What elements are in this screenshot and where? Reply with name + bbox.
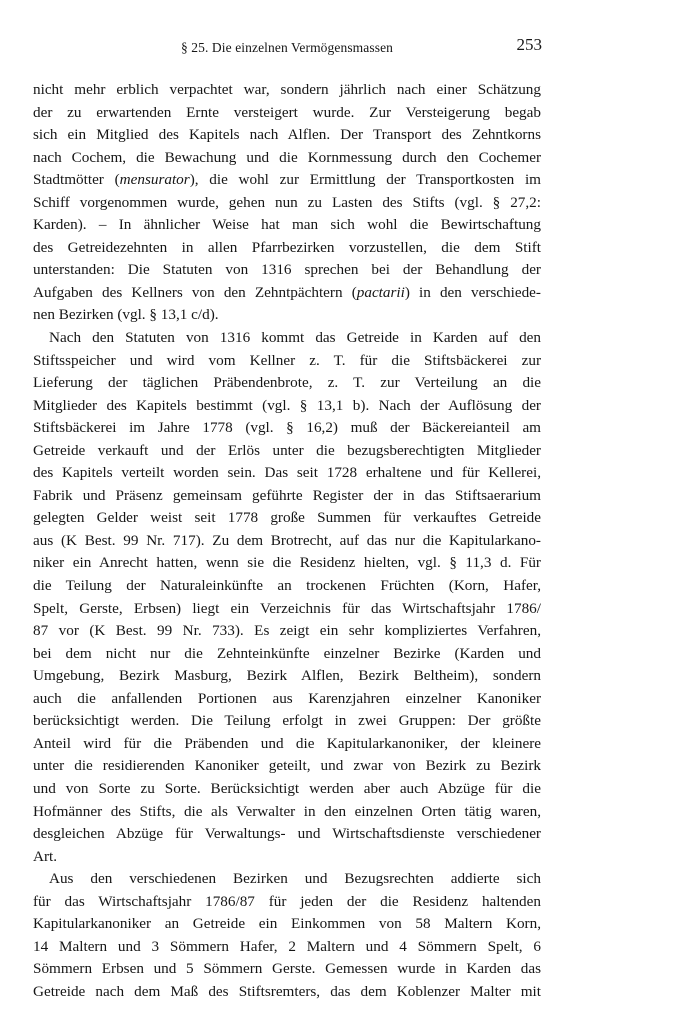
text-line: Stiftsspeicher und wird vom Kellner z. T. für die Stiftsbäckerei zur [33,351,541,369]
text-line: und von Sorte zu Sorte. Berücksichtigt werden aber auch Abzüge für die [33,779,541,797]
text-line: für das Wirtschaftsjahr 1786/87 für jeden der die Residenz haltenden [33,892,541,910]
text-line: Aufgaben des Kellners von den Zehntpächtern (pactarii) in den verschiede- [33,283,541,301]
body-text [33,79,541,1003]
text-line: Stadtmötter (mensurator), die wohl zur Ermittlung der Transportkosten im [33,171,541,189]
text-line: nach Cochem, die Bewachung und die Kornmessung durch den Cochemer [33,148,541,166]
text-line: des Getreidezehnten in allen Pfarrbezirken vorzustellen, die dem Stift [33,238,541,256]
text-line: Art. [33,847,58,865]
text-line: sich ein Mitglied des Kapitels nach Alflen. Der Transport des Zehntkorns [33,126,541,144]
text-line: der zu erwartenden Ernte versteigert wurde. Zur Versteigerung begab [33,103,541,121]
text-line: gelegten Gelder weist seit 1778 große Summen für verkauftes Getreide [33,509,541,527]
text-line: desgleichen Abzüge für Verwaltungs- und Wirtschaftsdienste verschiedener [33,825,541,843]
text-line: Aus den verschiedenen Bezirken und Bezugsrechten addierte sich [49,870,541,888]
text-line: Karden). – In ähnlicher Weise hat man sich wohl die Bewirtschaftung [33,216,541,234]
text-line: 87 vor (K Best. 99 Nr. 733). Es zeigt ein sehr kompliziertes Verfahren, [33,622,541,640]
text-line: Mitglieder des Kapitels bestimmt (vgl. § 13,1 b). Nach der Auflösung der [33,396,541,414]
text-line: Anteil wird für die Präbenden und die Kapitularkanoniker, der kleinere [33,734,541,752]
text-line: Hofmänner des Stifts, die als Verwalter in den einzelnen Orten tätig waren, [33,802,541,820]
text-line: Kapitularkanoniker an Getreide ein Einkommen von 58 Maltern Korn, [33,915,541,933]
text-line: aus (K Best. 99 Nr. 717). Zu dem Brotrecht, auf das nur die Kapitularkano- [33,531,541,549]
text-line: Lieferung der täglichen Präbendenbrote, z. T. zur Verteilung an die [33,374,541,392]
text-line: berücksichtigt werden. Die Teilung erfolgt in zwei Gruppen: Der größte [33,712,541,730]
text-line: Umgebung, Bezirk Masburg, Bezirk Alflen, Bezirk Beltheim), sondern [33,667,541,685]
text-line: unterstanden: Die Statuten von 1316 sprechen bei der Behandlung der [33,261,541,279]
text-line: Schiff vorgenommen wurde, gehen nun zu Lasten des Stifts (vgl. § 27,2: [33,193,541,211]
text-line: Getreide verkauft und der Erlös unter die bezugsberechtigten Mitglieder [33,441,541,459]
text-line: nen Bezirken (vgl. § 13,1 c/d). [33,306,219,324]
text-line: Fabrik und Präsenz gemeinsam geführte Register der in das Stiftsaerarium [33,486,541,504]
text-line: des Kapitels verteilt worden sein. Das seit 1728 erhaltene und für Kellerei, [33,464,541,482]
text-line: bei dem nicht nur die Zehnteinkünfte einzelner Bezirke (Karden und [33,644,541,662]
text-line: unter die residierenden Kanoniker geteilt, und zwar von Bezirk zu Bezirk [33,757,541,775]
text-line: Nach den Statuten von 1316 kommt das Getreide in Karden auf den [49,329,541,347]
text-line: Spelt, Gerste, Erbsen) liegt ein Verzeichnis für das Wirtschaftsjahr 1786/ [33,599,541,617]
running-head: § 25. Die einzelnen Vermögensmassen [180,40,394,55]
text-line: nicht mehr erblich verpachtet war, sondern jährlich nach einer Schätzung [33,81,541,98]
text-line: Sömmern Erbsen und 5 Sömmern Gerste. Gemessen wurde in Karden das [33,960,541,978]
text-line: auch die anfallenden Portionen aus Karenzjahren einzelner Kanoniker [33,689,541,707]
text-line: Stiftsbäckerei im Jahre 1778 (vgl. § 16,2) muß der Bäckereianteil am [33,419,541,437]
text-line: die Teilung der Naturaleinkünfte an trockenen Früchten (Korn, Hafer, [33,577,541,595]
text-line: Getreide nach dem Maß des Stiftsremters, das dem Koblenzer Malter mit [33,982,541,1000]
text-line: 14 Maltern und 3 Sömmern Hafer, 2 Maltern und 4 Sömmern Spelt, 6 [33,937,541,955]
text-line: niker ein Anrecht hatten, wenn sie die Residenz hielten, vgl. § 11,3 d. Für [33,554,541,572]
page-number: 253 [516,35,542,54]
